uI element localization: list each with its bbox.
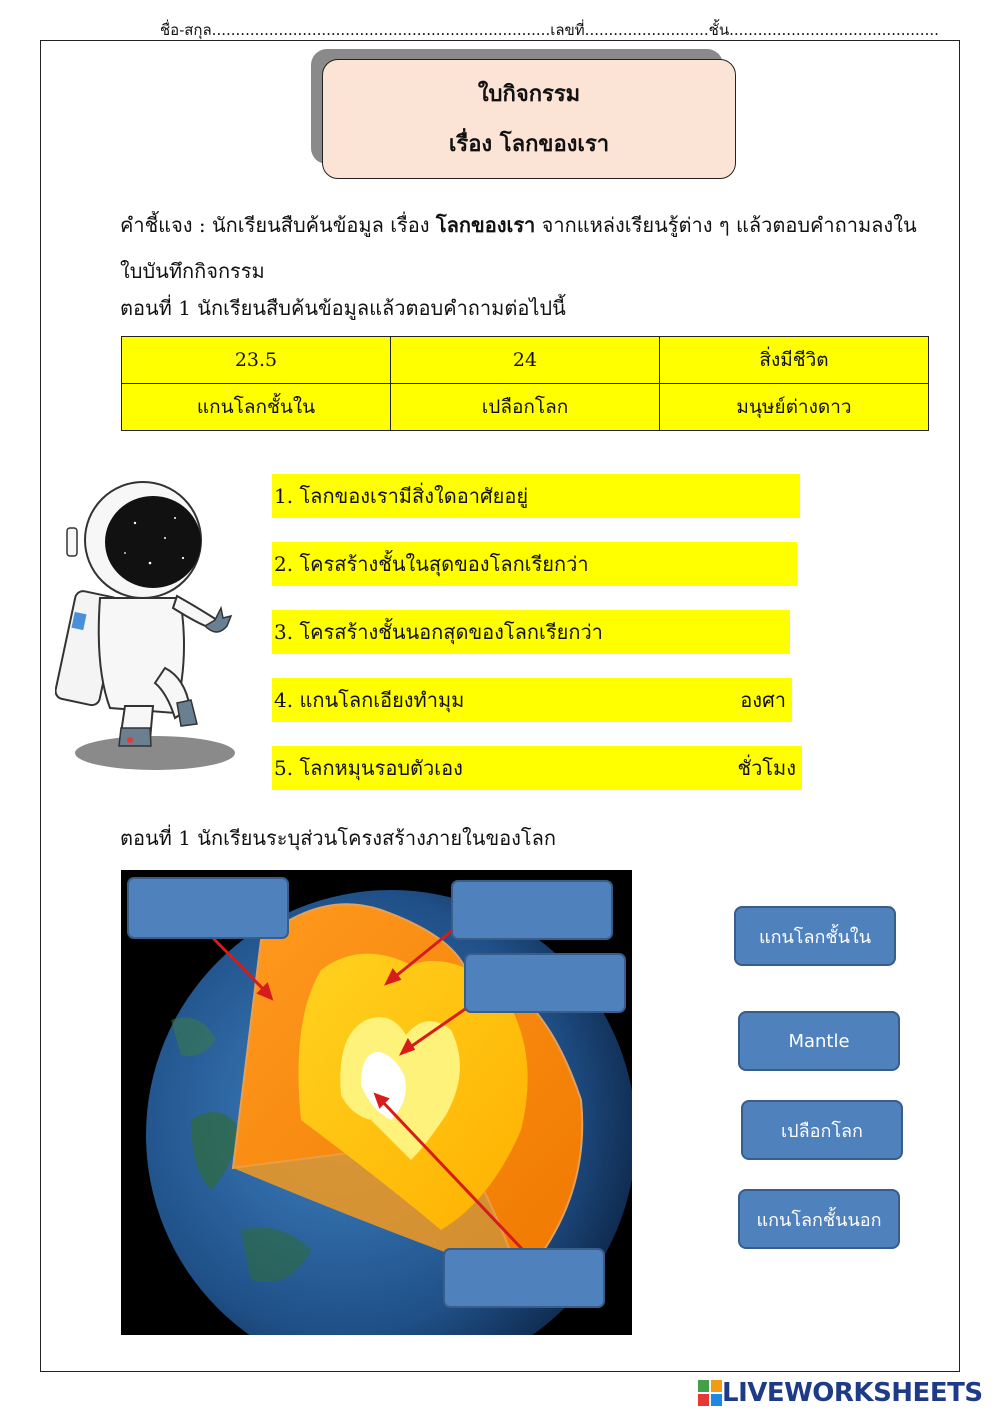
word-bank-cell: เปลือกโลก <box>391 384 660 431</box>
instructions-suffix: จากแหล่งเรียนรู้ต่าง ๆ แล้วตอบคำถามลงในใบบันทึกกิจกรรม <box>120 213 917 283</box>
liveworksheets-logo[interactable] <box>698 1378 983 1408</box>
diagram-label-box-mantle[interactable] <box>451 880 613 940</box>
answer-option-outer-core[interactable]: แกนโลกชั้นนอก <box>738 1189 900 1249</box>
student-info-line: ชื่อ-สกุล.......................................................................เลขที่..........................ชั้น............................................ <box>160 21 939 39</box>
answer-option-crust[interactable]: เปลือกโลก <box>741 1100 903 1160</box>
question-1 <box>272 474 800 518</box>
question-text: 5. โลกหมุนรอบตัวเอง <box>274 756 463 780</box>
diagram-label-box-crust[interactable] <box>127 877 289 939</box>
title-line-2: เรื่อง โลกของเรา <box>448 131 610 157</box>
question-5 <box>272 746 802 790</box>
answer-option-mantle[interactable]: Mantle <box>738 1011 900 1071</box>
question-text: 1. โลกของเรามีสิ่งใดอาศัยอยู่ <box>274 484 529 508</box>
answer-option-inner-core[interactable]: แกนโลกชั้นใน <box>734 906 896 966</box>
question-text: 3. โครสร้างชั้นนอกสุดของโลกเรียกว่า <box>274 620 603 644</box>
title-line-1: ใบกิจกรรม <box>477 81 581 107</box>
word-bank-table <box>121 336 929 431</box>
part1-heading: ตอนที่ 1 นักเรียนสืบค้นข้อมูลแล้วตอบคำถามต่อไปนี้ <box>120 296 566 320</box>
liveworksheets-logo-icon <box>698 1380 722 1406</box>
question-4 <box>272 678 792 722</box>
question-3 <box>272 610 790 654</box>
instructions <box>120 202 930 294</box>
diagram-label-box-inner-core[interactable] <box>443 1248 605 1308</box>
word-bank-cell: มนุษย์ต่างดาว <box>660 384 929 431</box>
instructions-topic: โลกของเรา <box>435 213 536 237</box>
part2-heading: ตอนที่ 1 นักเรียนระบุส่วนโครงสร้างภายในของโลก <box>120 826 557 850</box>
diagram-label-box-outer-core[interactable] <box>464 953 626 1013</box>
word-bank-cell: 24 <box>391 337 660 384</box>
liveworksheets-logo-text: LIVEWORKSHEETS <box>722 1378 983 1408</box>
word-bank-row <box>122 384 929 431</box>
title-box <box>322 59 736 179</box>
question-text: 2. โครสร้างชั้นในสุดของโลกเรียกว่า <box>274 552 589 576</box>
question-text: 4. แกนโลกเอียงทำมุม <box>274 688 465 712</box>
word-bank-cell: สิ่งมีชีวิต <box>660 337 929 384</box>
question-unit: องศา <box>740 688 786 712</box>
question-2 <box>272 542 797 586</box>
instructions-prefix: คำชี้แจง : นักเรียนสืบค้นข้อมูล เรื่อง <box>120 213 436 237</box>
word-bank-cell: แกนโลกชั้นใน <box>122 384 391 431</box>
word-bank-row <box>122 337 929 384</box>
question-unit: ชั่วโมง <box>737 756 796 780</box>
word-bank-cell: 23.5 <box>122 337 391 384</box>
astronaut-illustration <box>55 478 245 778</box>
